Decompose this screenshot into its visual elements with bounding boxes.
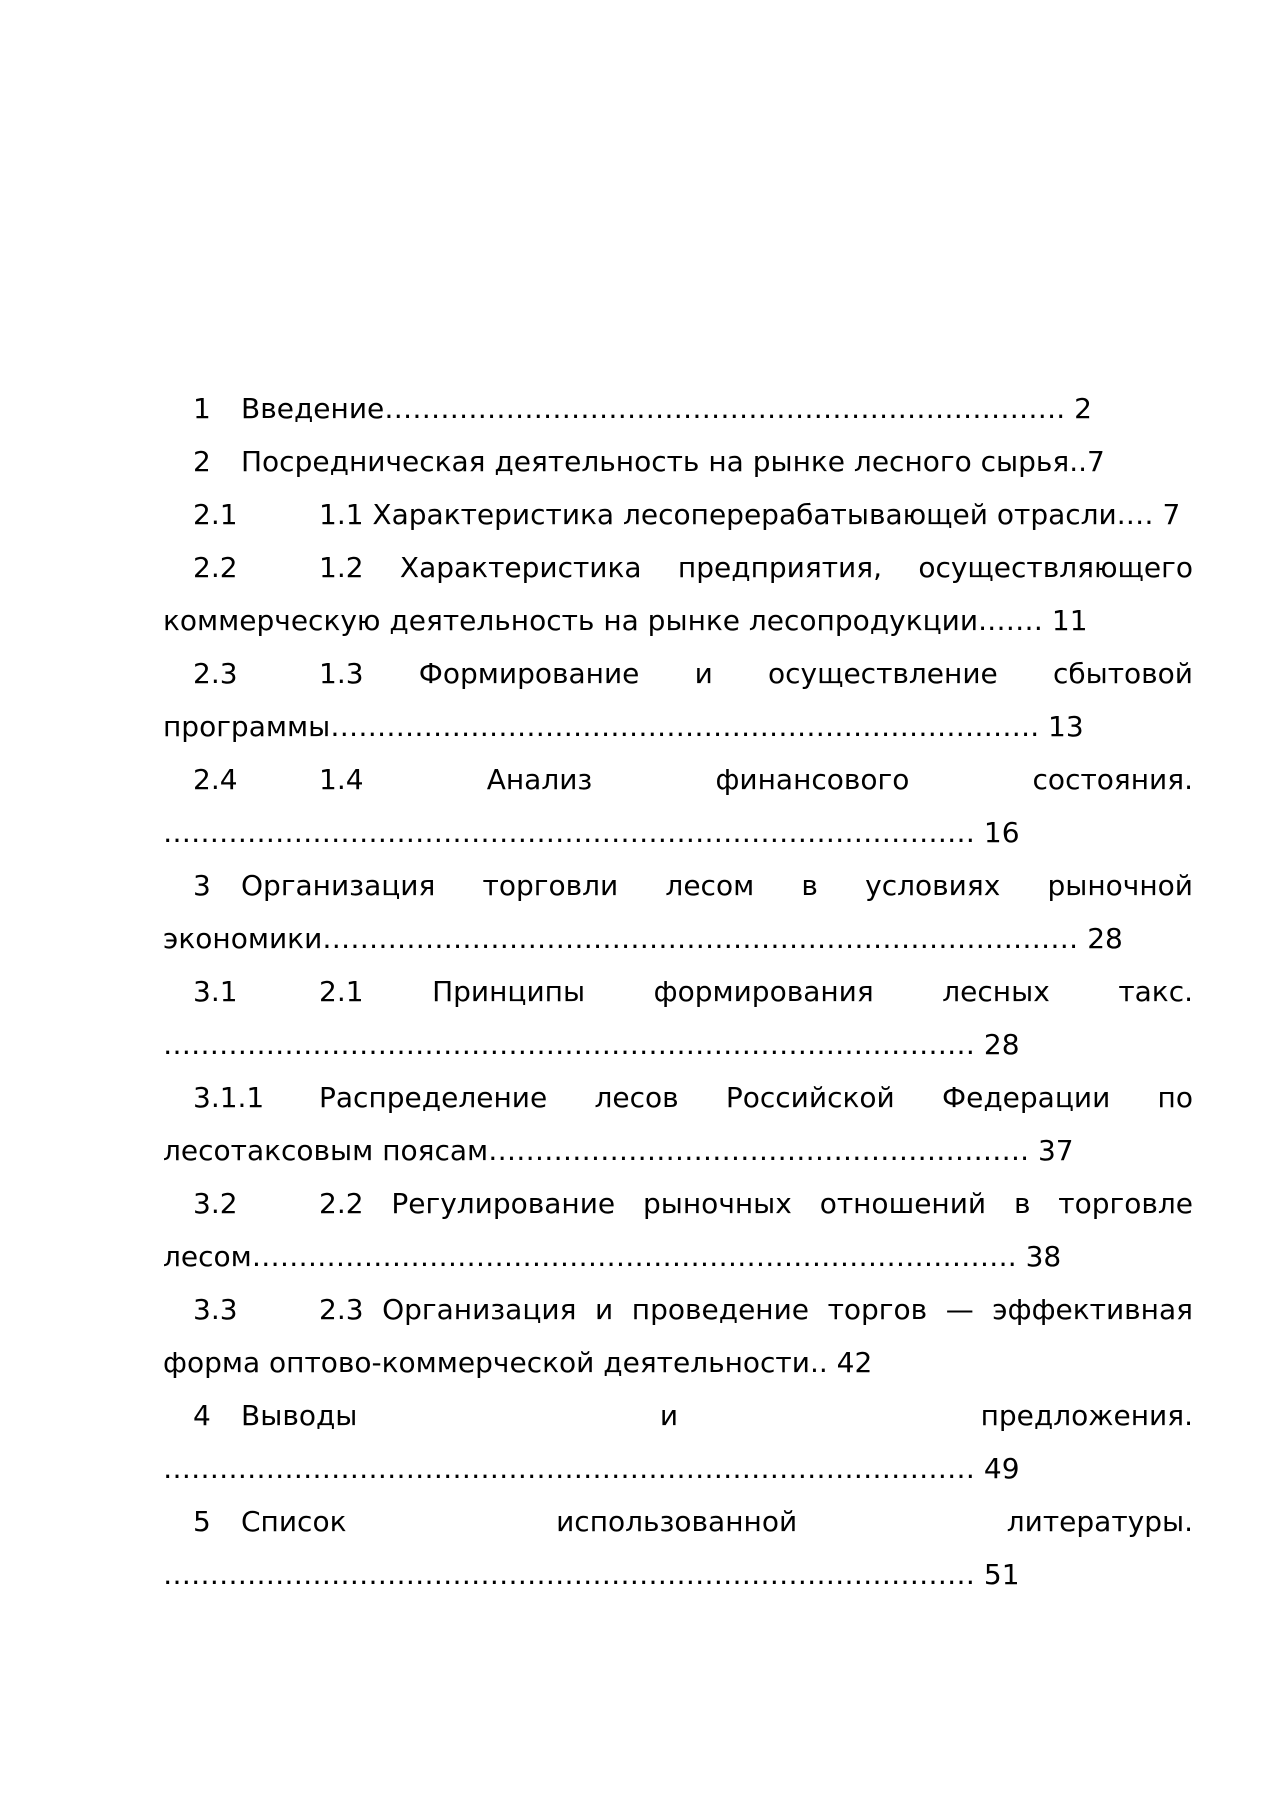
toc-entry-title: Организация торговли лесом в условиях рыночной экономики……………………………………………………………………… [163, 869, 1193, 955]
toc-entry-title: 2.3 Организация и проведение торгов — эффективная форма оптово-коммерческой деятельности.. [163, 1293, 1193, 1379]
toc-entry-timber-trade[interactable] [163, 859, 1193, 965]
toc-entry-page: 2 [1074, 392, 1092, 425]
toc-entry-sales-program[interactable] [163, 647, 1193, 753]
toc-entry-forest-distribution[interactable] [163, 1071, 1193, 1177]
toc-entry-page: 49 [983, 1452, 1020, 1485]
toc-entry-number: 2.2 [193, 551, 238, 584]
toc-entry-page: 11 [1051, 604, 1088, 637]
toc-entry-page: 42 [836, 1346, 873, 1379]
toc-entry-page: 7 [1087, 445, 1105, 478]
toc-entry-number: 4 [193, 1399, 211, 1432]
toc-entry-number: 5 [193, 1505, 211, 1538]
toc-entry-number: 1 [193, 392, 211, 425]
toc-entry-number: 2 [193, 445, 211, 478]
toc-entry-number: 3 [193, 869, 211, 902]
toc-entry-page: 13 [1048, 710, 1084, 743]
toc-entry-title: Выводы и предложения. …………………………………………………………………………… [163, 1399, 1193, 1485]
toc-entry-conclusions[interactable] [163, 1389, 1193, 1495]
toc-entry-page: 28 [1087, 922, 1123, 955]
toc-entry-title: 1.3 Формирование и осуществление сбытовой программы…………………………………………………………………. [163, 657, 1193, 743]
toc-entry-forest-rates[interactable] [163, 965, 1193, 1071]
toc-entry-title: 1.1 Характеристика лесоперерабатывающей отрасли.… [319, 498, 1154, 531]
toc-entry-page: 28 [983, 1028, 1020, 1061]
toc-entry-industry-characteristics[interactable] [163, 488, 1193, 541]
toc-entry-title: 1.4 Анализ финансового состояния. …………………………………………………………………………… [163, 763, 1193, 849]
toc-entry-financial-analysis[interactable] [163, 753, 1193, 859]
toc-entry-number: 2.3 [193, 657, 238, 690]
toc-entry-auctions[interactable] [163, 1283, 1193, 1389]
toc-entry-number: 2.4 [193, 763, 238, 796]
toc-entry-enterprise-characteristics[interactable] [163, 541, 1193, 647]
toc-entry-introduction[interactable] [163, 382, 1193, 435]
toc-entry-title: 1.2 Характеристика предприятия, осуществляющего коммерческую деятельность на рынке лесопродукции.…… [163, 551, 1193, 637]
toc-entry-title: Список использованной литературы. …………………………………………………………………………… [163, 1505, 1193, 1591]
table-of-contents [163, 382, 1193, 1601]
toc-entry-title: Посредническая деятельность на рынке лесного сырья.. [241, 445, 1088, 478]
toc-entry-number: 2.1 [193, 498, 238, 531]
toc-entry-page: 37 [1037, 1134, 1074, 1167]
toc-entry-title: Распределение лесов Российской Федерации по лесотаксовым поясам…………………………………………………. [163, 1081, 1193, 1167]
toc-entry-references[interactable] [163, 1495, 1193, 1601]
toc-entry-page: 38 [1025, 1240, 1062, 1273]
toc-entry-number: 3.3 [193, 1293, 238, 1326]
toc-entry-mediation[interactable] [163, 435, 1193, 488]
toc-entry-number: 3.2 [193, 1187, 238, 1220]
toc-entry-page: 7 [1162, 498, 1181, 531]
toc-entry-number: 3.1.1 [193, 1081, 265, 1114]
toc-entry-title: 2.2 Регулирование рыночных отношений в торговле лесом………………………………………………………………………. [163, 1187, 1193, 1273]
toc-entry-page: 16 [983, 816, 1020, 849]
toc-entry-title: 2.1 Принципы формирования лесных такс. …………………………………………………………………………… [163, 975, 1193, 1061]
toc-entry-title: Введение………………………………………………………………. [241, 392, 1066, 425]
toc-entry-page: 51 [983, 1558, 1020, 1591]
toc-entry-market-regulation[interactable] [163, 1177, 1193, 1283]
toc-entry-number: 3.1 [193, 975, 238, 1008]
